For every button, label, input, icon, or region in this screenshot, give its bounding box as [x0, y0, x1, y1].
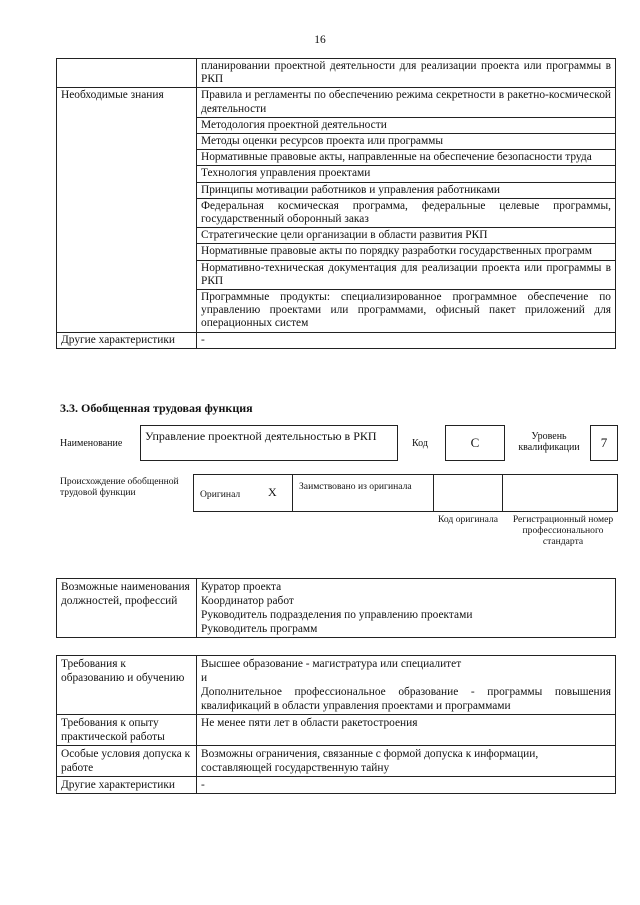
- table-row: [57, 777, 616, 794]
- education-line: и: [201, 672, 208, 684]
- position-item: Руководитель подразделения по управлению проектами: [201, 609, 473, 621]
- conditions-label: Особые условия допуска к работе: [57, 746, 197, 777]
- knowledge-item: Методы оценки ресурсов проекта или программы: [197, 134, 616, 150]
- name-label: Наименование: [60, 438, 123, 449]
- code-value: C: [445, 425, 505, 461]
- table-row: [57, 746, 616, 777]
- other-value: -: [197, 777, 616, 794]
- continuation-cell: планировании проектной деятельности для реализации проекта или программы в РКП: [197, 59, 616, 88]
- experience-label: Требования к опыту практической работы: [57, 715, 197, 746]
- code-label: Код: [412, 438, 428, 449]
- knowledge-item: Методология проектной деятельности: [197, 117, 616, 133]
- knowledge-item: Программные продукты: специализированное программное обеспечение по управлению проектами или программами, офисный пакет приложений для операционных систем: [197, 290, 616, 333]
- table-row: [57, 88, 616, 117]
- knowledge-item: Нормативные правовые акты, направленные на обеспечение безопасности труда: [197, 150, 616, 166]
- knowledge-item: Нормативно-техническая документация для реализации проекта или программы в РКП: [197, 260, 616, 289]
- code-original-cell: [433, 474, 503, 512]
- education-line: Дополнительное профессиональное образование - программы повышения квалификаций в области управления проектами и программами: [201, 686, 611, 712]
- conditions-value: Возможны ограничения, связанные с формой допуска к информации, составляющей государственную тайну: [197, 746, 616, 777]
- knowledge-item: Нормативные правовые акты по порядку разработки государственных программ: [197, 244, 616, 260]
- education-line: Высшее образование - магистратура или специалитет: [201, 658, 462, 670]
- table-row: [57, 656, 616, 715]
- table-row: [57, 715, 616, 746]
- table-row: [57, 332, 616, 348]
- knowledge-table: [56, 58, 616, 349]
- knowledge-item: Принципы мотивации работников и управления работниками: [197, 182, 616, 198]
- reg-number-cell: [502, 474, 618, 512]
- empty-label-cell: [57, 59, 197, 88]
- borrowed-label: Заимствовано из оригинала: [292, 474, 434, 512]
- original-label: Оригинал: [200, 489, 241, 500]
- position-item: Координатор работ: [201, 595, 294, 607]
- other-characteristics-value: -: [197, 332, 616, 348]
- positions-table: [56, 578, 616, 638]
- original-cell: [193, 474, 293, 512]
- education-value: [197, 656, 616, 715]
- origin-label: Происхождение обобщенной трудовой функции: [60, 476, 179, 498]
- knowledge-item: Стратегические цели организации в области развития РКП: [197, 228, 616, 244]
- knowledge-item: Технология управления проектами: [197, 166, 616, 182]
- original-mark: X: [268, 485, 277, 499]
- section-title: 3.3. Обобщенная трудовая функция: [60, 401, 253, 415]
- positions-label: Возможные наименования должностей, профессий: [57, 579, 197, 638]
- knowledge-item: Федеральная космическая программа, федеральные целевые программы, государственный оборонный заказ: [197, 198, 616, 227]
- position-item: Руководитель программ: [201, 623, 318, 635]
- experience-value: Не менее пяти лет в области ракетостроения: [197, 715, 616, 746]
- positions-list: [197, 579, 616, 638]
- reg-number-caption: Регистрационный номер профессионального стандарта: [512, 514, 614, 547]
- level-label: Уровень квалификации: [518, 431, 580, 453]
- knowledge-item: Правила и регламенты по обеспечению режима секретности в ракетно-космической деятельности: [197, 88, 616, 117]
- knowledge-label: Необходимые знания: [57, 88, 197, 332]
- code-original-caption: Код оригинала: [437, 514, 499, 525]
- level-value: 7: [590, 425, 618, 461]
- name-value: Управление проектной деятельностью в РКП: [140, 425, 398, 461]
- other-characteristics-label: Другие характеристики: [57, 332, 197, 348]
- table-row: [57, 579, 616, 638]
- table-row: [57, 59, 616, 88]
- page-number: 16: [314, 34, 326, 46]
- requirements-table: [56, 655, 616, 794]
- position-item: Куратор проекта: [201, 581, 282, 593]
- education-label: Требования к образованию и обучению: [57, 656, 197, 715]
- other-label: Другие характеристики: [57, 777, 197, 794]
